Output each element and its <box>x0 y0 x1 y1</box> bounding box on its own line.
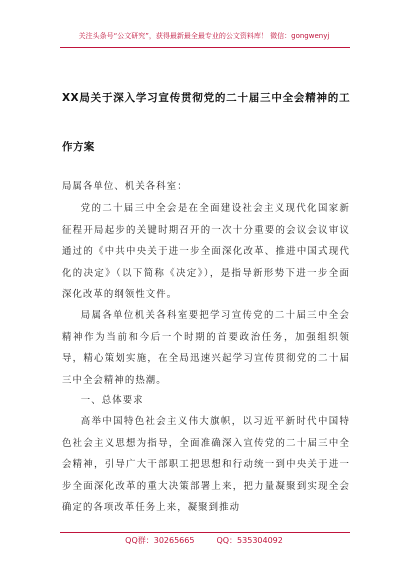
footer-qq: QQ：535304092 <box>216 536 283 545</box>
header-divider <box>60 47 350 48</box>
footer-qq-group: QQ群：30265665 <box>125 536 195 545</box>
header-banner: 关注头条号“公文研究”，获得最新最全最专业的公文资料库！ 微信：gongwenyj <box>78 32 330 40</box>
footer-divider <box>60 532 350 533</box>
paragraph: 党的二十届三中全会是在全面建设社会主义现代化国家新征程开局起步的关键时期召开的一次十分重要的会议会议审议通过的《中共中央关于进一步全面深化改革、推进中国式现代化的决定》（以下简称《决定》），是指导新形势下进一步全面深化改革的纲领性文件。 <box>62 203 350 300</box>
salutation: 局属各单位、机关各科室： <box>62 181 188 192</box>
section-heading: 一、总体要求 <box>80 395 144 406</box>
document-title: XX局关于深入学习宣传贯彻党的二十届三中全会精神的工作方案 <box>62 92 350 153</box>
paragraph: 高举中国特色社会主义伟大旗帜，以习近平新时代中国特色社会主义思想为指导，全面准确深入宣传党的二十届三中全会精神，引导广大干部职工把思想和行动统一到中央关于进一步全面深化改革的重大决策部署上来，把力量凝聚到实现全会确定的各项改革任务上来，凝聚到推动 <box>62 416 350 513</box>
paragraph: 局属各单位机关各科室要把学习宣传党的二十届三中全会精神作为当前和今后一个时期的首要政治任务，加强组织领导，精心策划实施，在全局迅速兴起学习宣传贯彻党的二十届三中全会精神的热潮。 <box>62 310 350 386</box>
footer <box>0 535 408 546</box>
